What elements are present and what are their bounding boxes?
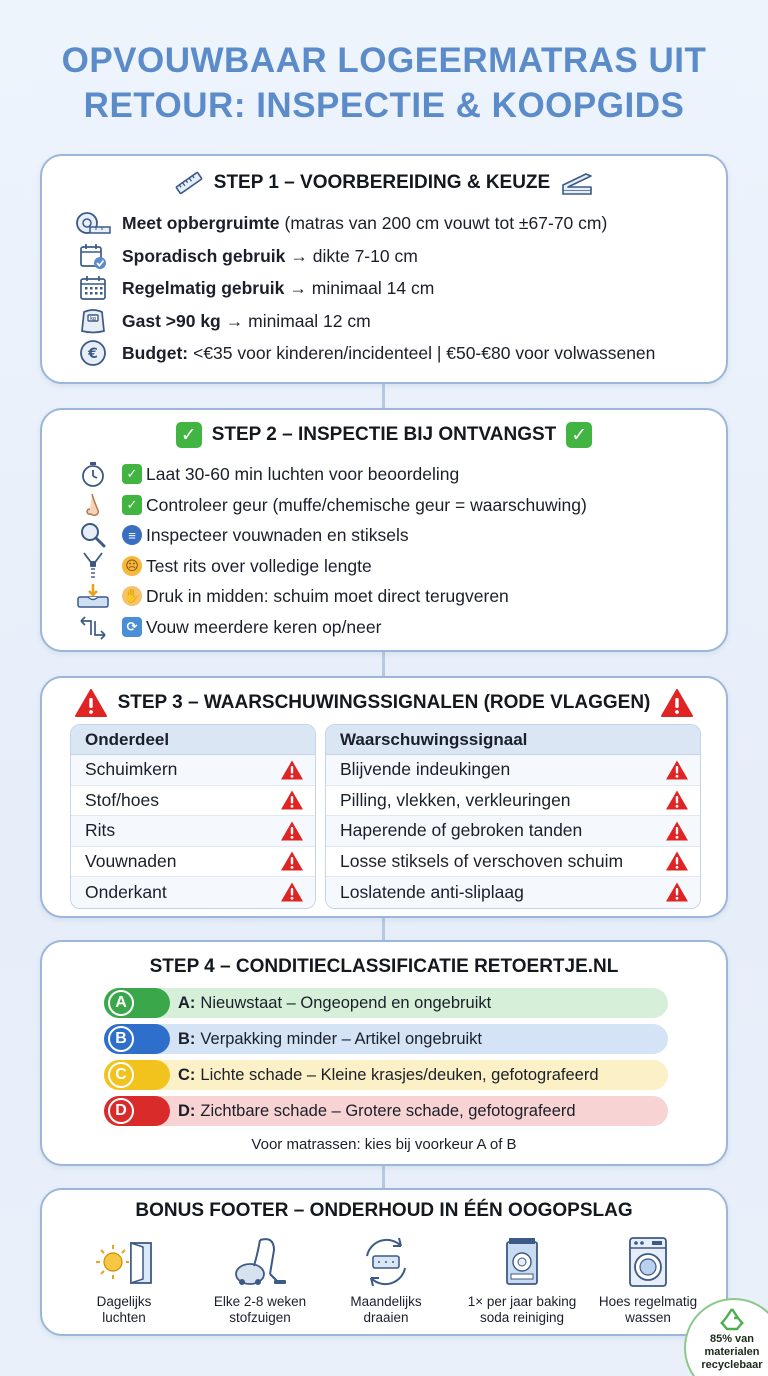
footer-item xyxy=(64,1232,184,1326)
press-foam-icon xyxy=(74,581,112,611)
part-cell: Vouwnaden xyxy=(85,850,177,871)
step2-item xyxy=(74,459,459,489)
grade-label: B: xyxy=(178,1029,196,1048)
step1-item xyxy=(74,306,371,336)
signal-cell: Haperende of gebroken tanden xyxy=(340,820,583,841)
svg-text:€: € xyxy=(88,346,98,362)
footer-item xyxy=(452,1232,592,1326)
step1-heading xyxy=(42,170,726,196)
footer-item xyxy=(200,1232,320,1326)
grade-label: C: xyxy=(178,1065,196,1084)
step1-heading-text: STEP 1 – VOORBEREIDING & KEUZE xyxy=(213,172,551,193)
table-row xyxy=(326,816,700,847)
tape-measure-icon xyxy=(74,208,112,238)
grade-text: Zichtbare schade – Grotere schade, gefotografeerd xyxy=(200,1101,576,1120)
grade-row xyxy=(104,1096,668,1126)
step2-item-text: Druk in midden: schuim moet direct terugveren xyxy=(146,585,509,606)
folded-mattress-icon xyxy=(560,170,594,196)
grade-letter: A xyxy=(108,990,134,1016)
step1-item-bold: Meet opbergruimte xyxy=(122,212,280,233)
svg-text:kg: kg xyxy=(90,316,96,322)
fold-arrows-icon xyxy=(74,612,112,642)
grade-pill xyxy=(104,1060,170,1090)
signals-table xyxy=(325,724,701,909)
grade-text: Nieuwstaat – Ongeopend en ongebruikt xyxy=(200,993,492,1012)
step4-heading-text: STEP 4 – CONDITIECLASSIFICATIE RETOERTJE.NL xyxy=(149,956,619,977)
magnifier-icon xyxy=(74,520,112,550)
table-row xyxy=(326,786,700,817)
step2-item-text: Controleer geur (muffe/chemische geur = waarschuwing) xyxy=(146,494,587,515)
grade-text: Verpakking minder – Artikel ongebruikt xyxy=(200,1029,482,1048)
step2-item-text: Laat 30-60 min luchten voor beoordeling xyxy=(146,463,460,484)
signals-table-body xyxy=(326,755,700,908)
thread-spool-icon: ≡ xyxy=(122,525,142,545)
footer-item-line2: luchten xyxy=(102,1310,146,1325)
warning-triangle-icon xyxy=(664,880,690,904)
footer-item-line2: stofzuigen xyxy=(229,1310,291,1325)
grade-row xyxy=(104,1024,668,1054)
step1-item-bold: Sporadisch gebruik xyxy=(122,245,286,266)
check-mark-icon: ✓ xyxy=(176,422,202,448)
table-row xyxy=(326,755,700,786)
grade-row xyxy=(104,988,668,1018)
parts-table-body xyxy=(71,755,315,908)
grade-pill xyxy=(104,988,170,1018)
nose-icon xyxy=(74,490,112,520)
step2-item xyxy=(74,490,587,520)
step1-item-text: → minimaal 14 cm xyxy=(289,277,435,298)
footer-item-line1: 1× per jaar baking xyxy=(467,1294,577,1309)
parts-table-header: Onderdeel xyxy=(71,725,315,755)
warning-triangle-icon xyxy=(279,788,305,812)
step2-item xyxy=(74,581,509,611)
part-cell: Onderkant xyxy=(85,881,167,902)
vacuum-cleaner-icon xyxy=(200,1232,320,1292)
warning-triangle-icon xyxy=(664,819,690,843)
step1-item xyxy=(74,273,434,303)
footer-item-line1: Hoes regelmatig xyxy=(598,1294,698,1309)
step2-item xyxy=(74,520,409,550)
warning-triangle-icon xyxy=(664,849,690,873)
signal-cell: Losse stiksels of verschoven schuim xyxy=(340,850,624,871)
step1-item-text: → minimaal 12 cm xyxy=(225,310,371,331)
grade-letter: C xyxy=(108,1062,134,1088)
step1-item xyxy=(74,241,418,271)
table-row xyxy=(71,847,315,878)
footer-item-line2: draaien xyxy=(363,1310,409,1325)
signal-cell: Pilling, vlekken, verkleuringen xyxy=(340,789,571,810)
step2-item-text: Vouw meerdere keren op/neer xyxy=(146,616,382,637)
repeat-icon: ⟳ xyxy=(122,617,142,637)
check-mark-icon: ✓ xyxy=(566,422,592,448)
footer-item-line1: Maandelijks xyxy=(350,1294,422,1309)
step4-heading xyxy=(42,956,726,978)
step2-item-text: Test rits over volledige lengte xyxy=(146,555,372,576)
zipper-icon xyxy=(74,551,112,581)
warning-triangle-icon xyxy=(279,880,305,904)
step1-item-bold: Gast >90 kg xyxy=(122,310,221,331)
waving-hand-icon: ✋ xyxy=(122,586,142,606)
grade-row xyxy=(104,1060,668,1090)
step4-card xyxy=(40,940,728,1166)
step1-item xyxy=(74,338,655,368)
washing-machine-icon xyxy=(588,1232,708,1292)
table-row xyxy=(71,786,315,817)
grade-label: D: xyxy=(178,1101,196,1120)
grade-letter: D xyxy=(108,1098,134,1124)
footer-item-line2: soda reiniging xyxy=(479,1310,565,1325)
footer-item-line1: Elke 2-8 weken xyxy=(213,1294,307,1309)
recycle-icon xyxy=(718,1306,746,1332)
check-mark-icon: ✓ xyxy=(122,495,142,515)
sun-window-icon xyxy=(64,1232,184,1292)
step3-heading xyxy=(42,688,726,718)
part-cell: Stof/hoes xyxy=(85,789,159,810)
step2-item xyxy=(74,612,381,642)
calendar-grid-icon xyxy=(74,273,112,303)
step1-card xyxy=(40,154,728,384)
step1-item xyxy=(74,208,607,238)
step1-item-text: <€35 voor kinderen/incidenteel | €50-€80 voor volwassenen xyxy=(193,342,656,363)
part-cell: Rits xyxy=(85,820,116,841)
warning-triangle-icon xyxy=(279,819,305,843)
step2-heading-text: STEP 2 – INSPECTIE BIJ ONTVANGST xyxy=(211,424,557,445)
parts-table xyxy=(70,724,316,909)
table-row xyxy=(71,877,315,908)
eco-badge-text xyxy=(700,1333,764,1372)
grade-text: Lichte schade – Kleine krasjes/deuken, gefotografeerd xyxy=(200,1065,599,1084)
eco-line2: materialen xyxy=(704,1346,760,1358)
footer-item-line2: wassen xyxy=(625,1310,671,1325)
connector xyxy=(382,650,385,678)
part-cell: Schuimkern xyxy=(85,759,178,780)
grade-letter: B xyxy=(108,1026,134,1052)
step1-item-bold: Budget: xyxy=(122,342,189,363)
table-row xyxy=(71,755,315,786)
signals-table-header: Waarschuwingssignaal xyxy=(326,725,700,755)
table-row xyxy=(71,816,315,847)
table-row xyxy=(326,847,700,878)
step2-card xyxy=(40,408,728,652)
step2-item-text: Inspecteer vouwnaden en stiksels xyxy=(146,524,409,545)
baking-soda-icon xyxy=(452,1232,592,1292)
footer-heading xyxy=(42,1200,726,1222)
warning-triangle-icon xyxy=(664,758,690,782)
signal-cell: Blijvende indeukingen xyxy=(340,759,511,780)
grade-label: A: xyxy=(178,993,196,1012)
worried-face-icon: ☹ xyxy=(122,556,142,576)
footer-item-line1: Dagelijks xyxy=(96,1294,152,1309)
footer-item xyxy=(588,1232,708,1326)
step2-heading xyxy=(42,422,726,448)
scale-icon xyxy=(74,306,112,336)
calendar-check-icon xyxy=(74,241,112,271)
stopwatch-icon xyxy=(74,459,112,489)
step4-note: Voor matrassen: kies bij voorkeur A of B xyxy=(251,1136,517,1153)
warning-triangle-icon xyxy=(279,849,305,873)
warning-triangle-icon xyxy=(279,758,305,782)
grade-pill xyxy=(104,1096,170,1126)
title-line-2: RETOUR: INSPECTIE & KOOPGIDS xyxy=(83,86,685,125)
check-mark-icon: ✓ xyxy=(122,464,142,484)
connector xyxy=(382,1164,385,1190)
grade-pill xyxy=(104,1024,170,1054)
page-title xyxy=(0,38,768,128)
step3-heading-text: STEP 3 – WAARSCHUWINGSSIGNALEN (RODE VLAGGEN) xyxy=(117,692,651,713)
step2-item xyxy=(74,551,372,581)
footer-card xyxy=(40,1188,728,1336)
footer-item xyxy=(326,1232,446,1326)
step1-item-text: → dikte 7-10 cm xyxy=(290,245,418,266)
euro-coin-icon xyxy=(74,338,112,368)
connector xyxy=(382,916,385,942)
title-line-1: OPVOUWBAAR LOGEERMATRAS UIT xyxy=(61,41,707,80)
step1-item-bold: Regelmatig gebruik xyxy=(122,277,285,298)
warning-triangle-icon xyxy=(664,788,690,812)
footer-heading-text: BONUS FOOTER – ONDERHOUD IN ÉÉN OOGOPSLAG xyxy=(135,1200,633,1221)
table-row xyxy=(326,877,700,908)
warning-triangle-icon xyxy=(74,688,108,718)
signal-cell: Loslatende anti-sliplaag xyxy=(340,881,524,902)
eco-line1: 85% van xyxy=(709,1333,755,1345)
step1-item-text: (matras van 200 cm vouwt tot ±67-70 cm) xyxy=(284,212,608,233)
rotate-mattress-icon xyxy=(326,1232,446,1292)
step3-card xyxy=(40,676,728,918)
ruler-icon xyxy=(174,170,204,196)
eco-line3: recyclebaar xyxy=(701,1359,763,1371)
warning-triangle-icon xyxy=(660,688,694,718)
